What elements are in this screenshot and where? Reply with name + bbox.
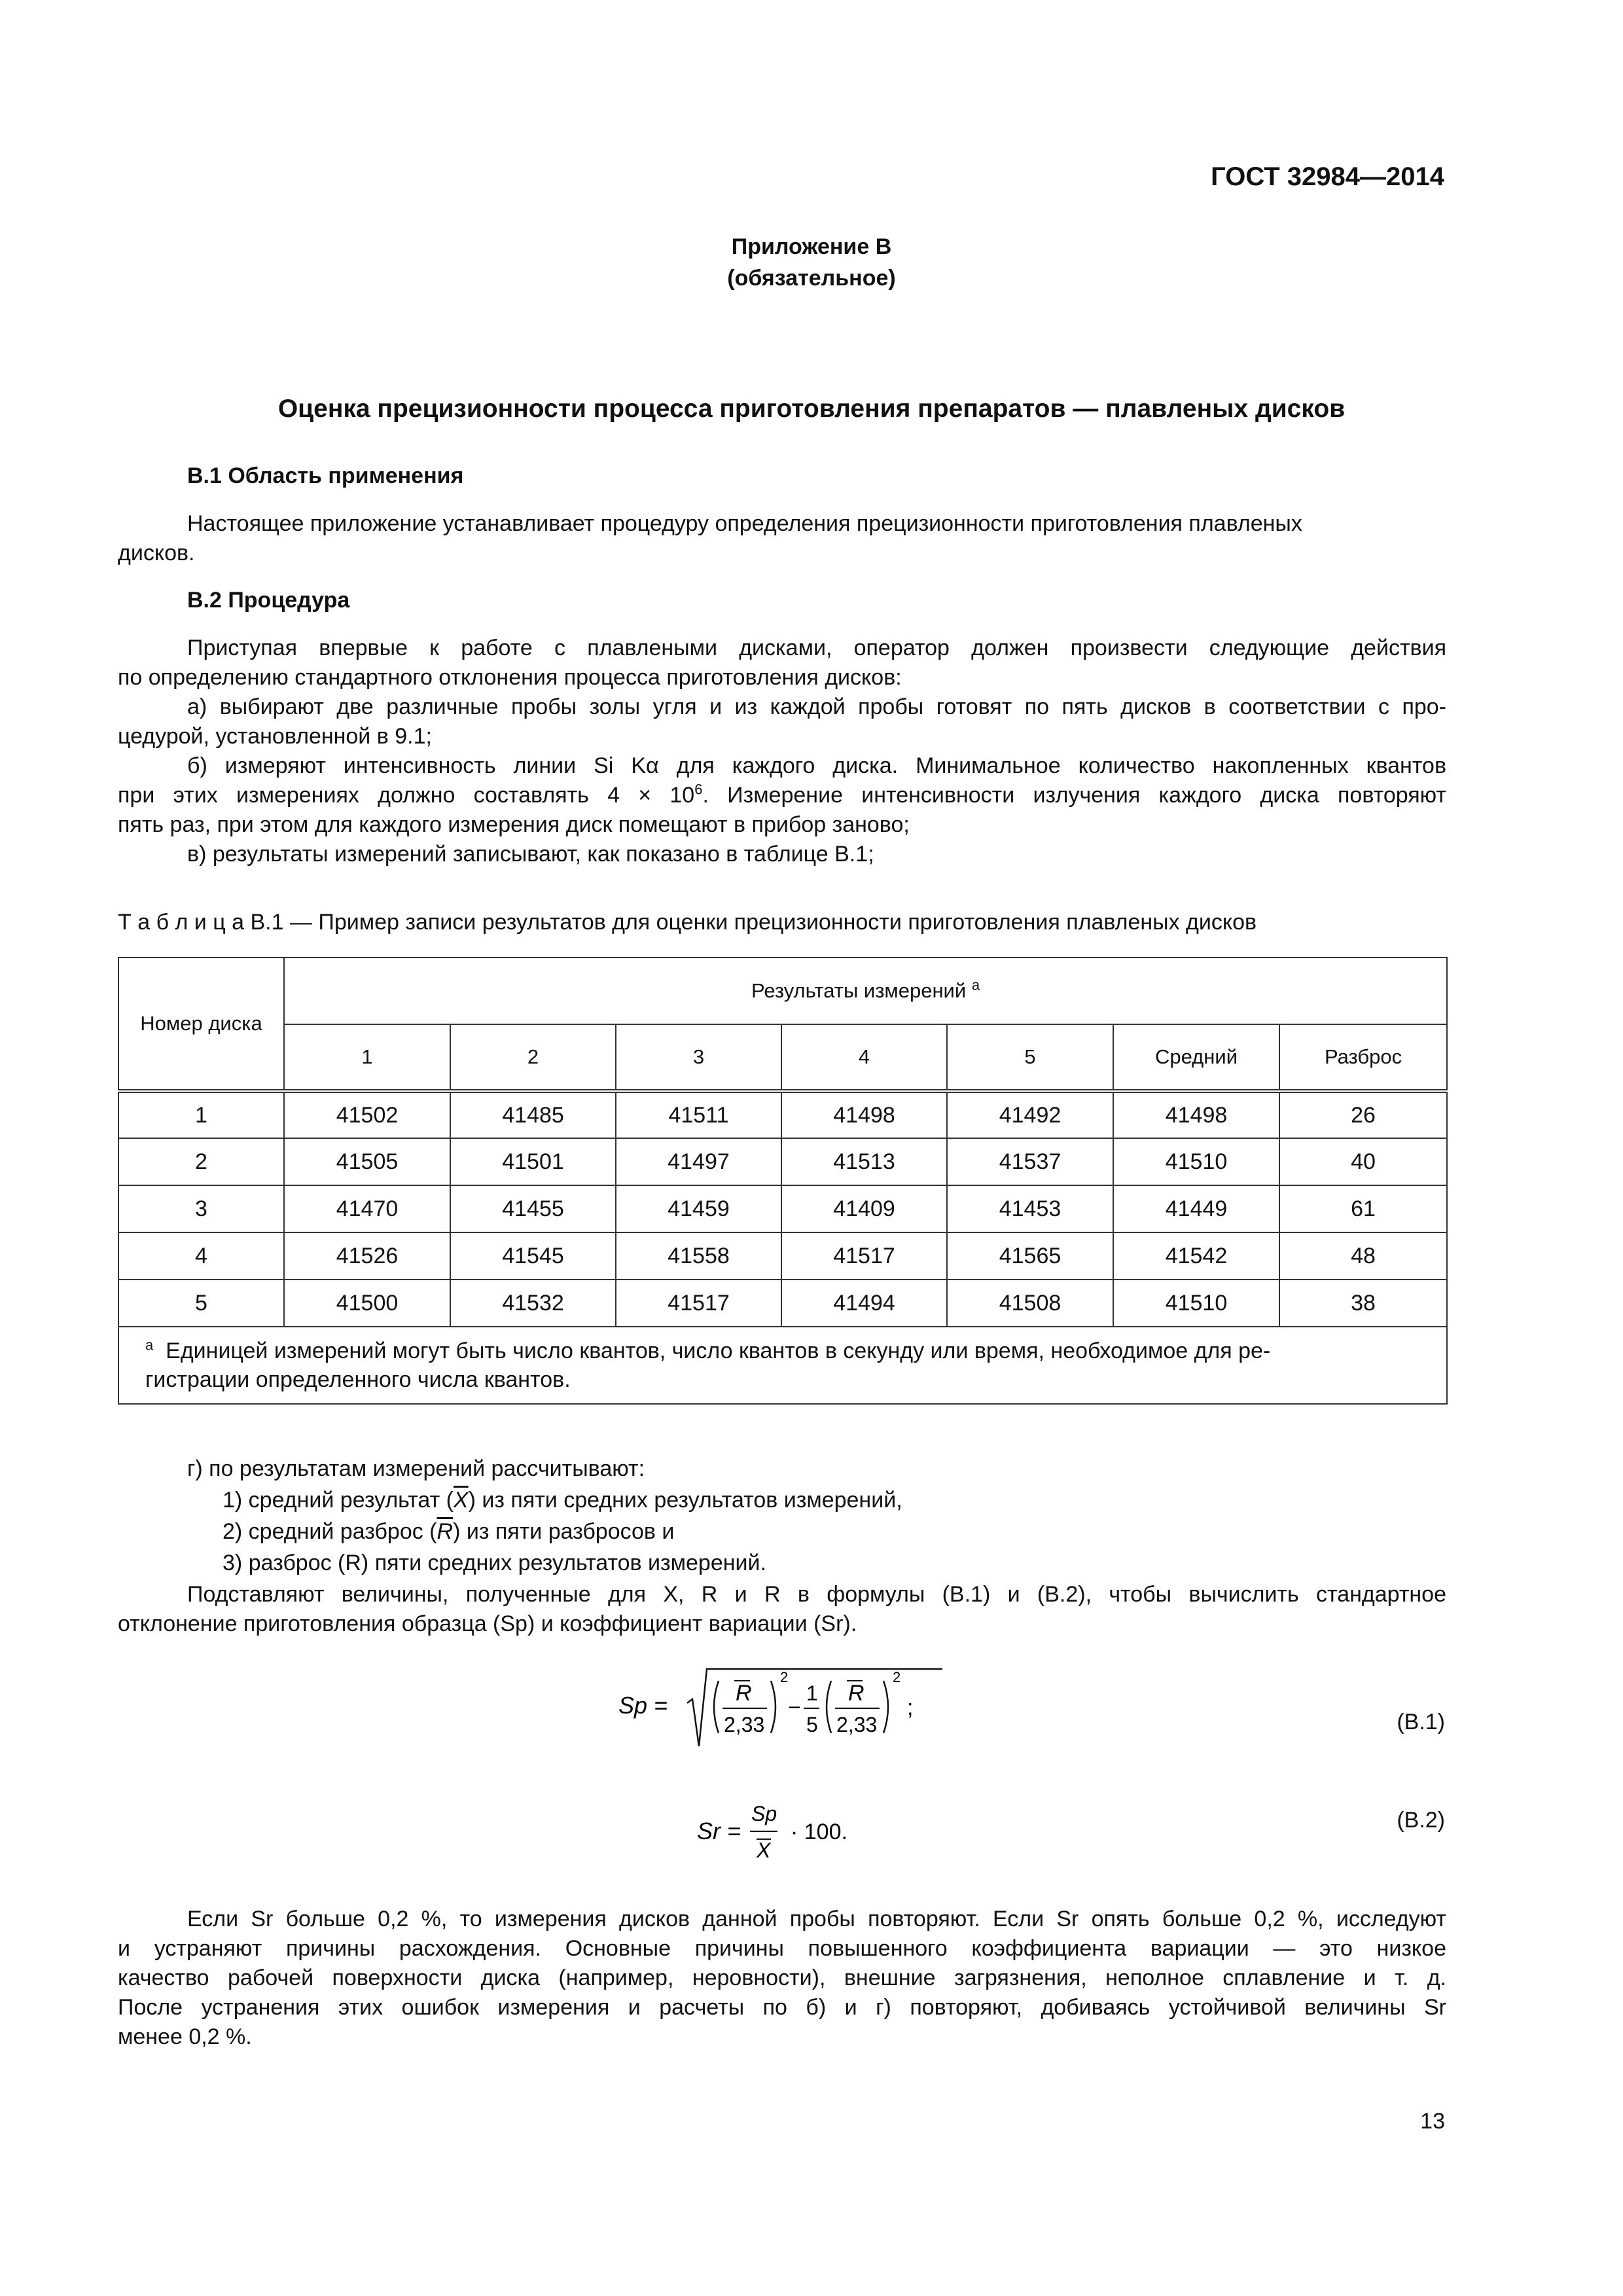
table-cell: 41449 bbox=[1113, 1185, 1279, 1232]
column-header: 5 bbox=[947, 1024, 1113, 1091]
table-cell: 41511 bbox=[616, 1091, 781, 1138]
text-run: 1) средний результат ( bbox=[223, 1488, 454, 1513]
const-text: 2,33 bbox=[724, 1713, 765, 1736]
paragraph-line: и устраняют причины расхождения. Основные причины повышенного коэффициента вариации — это низкое bbox=[118, 1936, 1446, 1961]
table-cell: 41502 bbox=[284, 1091, 450, 1138]
text-run: ) из пяти разбросов и bbox=[453, 1519, 675, 1544]
numerator: Sp bbox=[751, 1802, 777, 1825]
table-cell: 41485 bbox=[450, 1091, 616, 1138]
table-cell: 41505 bbox=[284, 1138, 450, 1185]
table-cell: 41409 bbox=[781, 1185, 947, 1232]
table-cell: 41510 bbox=[1113, 1138, 1279, 1185]
r-bar-symbol: R bbox=[848, 1681, 865, 1706]
table-row bbox=[118, 1091, 1447, 1138]
paragraph-line: менее 0,2 %. bbox=[118, 2024, 252, 2049]
header-results-group bbox=[284, 958, 1447, 1024]
list-item-b-cont bbox=[118, 781, 1446, 810]
disk-number-cell: 1 bbox=[118, 1091, 284, 1138]
table-cell: 41532 bbox=[450, 1280, 616, 1327]
const-text: 2,33 bbox=[836, 1713, 878, 1736]
table-cell: 41537 bbox=[947, 1138, 1113, 1185]
table-cell: 41455 bbox=[450, 1185, 616, 1232]
x-bar-symbol: X bbox=[757, 1839, 771, 1862]
minus-sign: − bbox=[788, 1695, 801, 1720]
table-cell: 41558 bbox=[616, 1232, 781, 1280]
table-cell: 41565 bbox=[947, 1232, 1113, 1280]
paren-right bbox=[771, 1681, 776, 1733]
table-cell: 41494 bbox=[781, 1280, 947, 1327]
table-footnote bbox=[118, 1327, 1447, 1404]
table-cell: 40 bbox=[1279, 1138, 1447, 1185]
table-row bbox=[118, 1232, 1447, 1280]
table-cell: 41492 bbox=[947, 1091, 1113, 1138]
results-table bbox=[118, 957, 1448, 1405]
text-run: ) из пяти средних результатов измерений, bbox=[468, 1488, 902, 1513]
paragraph-line: Настоящее приложение устанавливает процедуру определения прецизионности приготовления плавленых bbox=[187, 511, 1302, 536]
list-item-g-2 bbox=[118, 1517, 1551, 1547]
column-header: 3 bbox=[616, 1024, 781, 1091]
text-run: 2) средний разброс ( bbox=[223, 1519, 437, 1544]
semicolon: ; bbox=[907, 1695, 914, 1720]
table-cell: 41545 bbox=[450, 1232, 616, 1280]
paragraph-line: дисков. bbox=[118, 541, 195, 565]
formula-lhs: Sr = bbox=[697, 1818, 741, 1844]
paragraph-b1 bbox=[118, 509, 1446, 568]
text-run: при этих измерениях должно составлять 4 × 10 bbox=[118, 783, 695, 808]
table-cell: 41501 bbox=[450, 1138, 616, 1185]
list-item-v: в) результаты измерений записывают, как показано в таблице В.1; bbox=[187, 842, 874, 867]
table-cell: 41497 bbox=[616, 1138, 781, 1185]
column-header: 4 bbox=[781, 1024, 947, 1091]
x-bar-symbol: $\overline{X}$ bbox=[453, 1488, 469, 1513]
table-cell: 61 bbox=[1279, 1185, 1447, 1232]
paragraph-line: Если Sr больше 0,2 %, то измерения дисков данной пробы повторяют. Если Sr опять больше 0,2 %, исследуют bbox=[187, 1907, 1446, 1931]
table-cell: 41508 bbox=[947, 1280, 1113, 1327]
footnote-mark: а bbox=[145, 1336, 154, 1354]
table-row bbox=[118, 1185, 1447, 1232]
disk-number-cell: 5 bbox=[118, 1280, 284, 1327]
column-header: 1 bbox=[284, 1024, 450, 1091]
disk-number-cell: 4 bbox=[118, 1232, 284, 1280]
table-cell: 41517 bbox=[616, 1280, 781, 1327]
table-cell: 41542 bbox=[1113, 1232, 1279, 1280]
paragraph-line: Подставляют величины, полученные для X, R и R в формулы (В.1) и (В.2), чтобы вычислить стандартное bbox=[187, 1582, 1446, 1607]
annex-title: Приложение В bbox=[731, 234, 892, 259]
main-title: Оценка прецизионности процесса приготовления препаратов — плавленых дисков bbox=[277, 395, 1346, 423]
column-header: Средний bbox=[1113, 1024, 1279, 1091]
list-item-g-3: 3) разброс (R) пяти средних результатов измерений. bbox=[223, 1551, 766, 1575]
standard-code: ГОСТ 32984—2014 bbox=[1211, 162, 1444, 191]
superscript: 6 bbox=[694, 781, 703, 798]
table-cell: 41459 bbox=[616, 1185, 781, 1232]
r-bar-symbol: $\overline{R}$ bbox=[437, 1519, 454, 1544]
one-text: 1 bbox=[806, 1681, 818, 1705]
table-cell: 41470 bbox=[284, 1185, 450, 1232]
paragraph-line: качество рабочей поверхности диска (например, неровности), внешние загрязнения, неполное сплавление и т. д. bbox=[118, 1965, 1446, 1990]
header-text: Результаты измерений bbox=[751, 979, 967, 1002]
section-heading-b2: В.2 Процедура bbox=[187, 588, 350, 613]
paragraph-b2 bbox=[118, 634, 1446, 869]
column-header: 2 bbox=[450, 1024, 616, 1091]
section-heading-b1: В.1 Область применения bbox=[187, 463, 464, 488]
paragraph-conclusion bbox=[118, 1905, 1446, 2052]
multiplier-text: · 100. bbox=[791, 1820, 847, 1844]
table-cell: 38 bbox=[1279, 1280, 1447, 1327]
list-item-b-cont: пять раз, при этом для каждого измерения диск помещают в прибор заново; bbox=[118, 812, 910, 837]
page-number: 13 bbox=[1420, 2109, 1445, 2134]
paren-left bbox=[714, 1681, 719, 1733]
formula-b2 bbox=[694, 1793, 903, 1865]
list-item-a: а) выбирают две различные пробы золы угля и из каждой пробы готовят по пять дисков в соответствии с про- bbox=[187, 694, 1446, 719]
list-item-b: б) измеряют интенсивность линии Si Kα для каждого диска. Минимальное количество накопленных квантов bbox=[187, 753, 1446, 778]
table-row bbox=[118, 1138, 1447, 1185]
table-cell: 41498 bbox=[781, 1091, 947, 1138]
table-cell: 41453 bbox=[947, 1185, 1113, 1232]
exponent: 2 bbox=[893, 1669, 901, 1685]
disk-number-cell: 3 bbox=[118, 1185, 284, 1232]
formula-b1 bbox=[615, 1662, 955, 1754]
r-bar-symbol: R bbox=[736, 1681, 752, 1706]
exponent: 2 bbox=[780, 1669, 789, 1685]
formula-lhs: Sp = bbox=[618, 1692, 668, 1719]
table-cell: 41498 bbox=[1113, 1091, 1279, 1138]
footnote-ref: а bbox=[971, 977, 980, 994]
footnote-line: Единицей измерений могут быть число квантов, число квантов в секунду или время, необходимое для ре- bbox=[166, 1338, 1271, 1363]
five-text: 5 bbox=[806, 1713, 818, 1736]
paragraph-line: После устранения этих ошибок измерения и расчеты по б) и г) повторяют, добиваясь устойчивой величины Sr bbox=[118, 1995, 1446, 2020]
paren-right bbox=[883, 1681, 888, 1733]
column-header: Разброс bbox=[1279, 1024, 1447, 1091]
paragraph-line: отклонение приготовления образца (Sp) и коэффициент вариации (Sr). bbox=[118, 1611, 857, 1636]
paragraph-line: Приступая впервые к работе с плавлеными дисками, оператор должен произвести следующие действия bbox=[187, 636, 1446, 660]
table-cell: 41517 bbox=[781, 1232, 947, 1280]
equation-number-b2: (В.2) bbox=[1397, 1808, 1445, 1833]
list-item-g: г) по результатам измерений рассчитывают: bbox=[187, 1456, 645, 1481]
table-cell: 48 bbox=[1279, 1232, 1447, 1280]
table-cell: 41510 bbox=[1113, 1280, 1279, 1327]
table-cell: 41500 bbox=[284, 1280, 450, 1327]
disk-number-cell: 2 bbox=[118, 1138, 284, 1185]
table-row bbox=[118, 1280, 1447, 1327]
text-run: . Измерение интенсивности излучения каждого диска повторяют bbox=[702, 783, 1447, 808]
footnote-line: гистрации определенного числа квантов. bbox=[145, 1367, 571, 1392]
list-item-a-cont: цедурой, установленной в 9.1; bbox=[118, 724, 432, 749]
header-disk-number: Номер диска bbox=[118, 958, 284, 1091]
paragraph-substitution bbox=[118, 1580, 1446, 1639]
table-caption: Т а б л и ц а В.1 — Пример записи результатов для оценки прецизионности приготовления плавленых дисков bbox=[118, 910, 1257, 935]
paren-left bbox=[827, 1681, 831, 1733]
annex-status: (обязательное) bbox=[727, 266, 896, 291]
table-cell: 41513 bbox=[781, 1138, 947, 1185]
table-cell: 26 bbox=[1279, 1091, 1447, 1138]
list-item-g-1 bbox=[118, 1486, 1551, 1515]
paragraph-line: по определению стандартного отклонения процесса приготовления дисков: bbox=[118, 665, 902, 690]
equation-number-b1: (В.1) bbox=[1397, 1710, 1445, 1734]
table-cell: 41526 bbox=[284, 1232, 450, 1280]
